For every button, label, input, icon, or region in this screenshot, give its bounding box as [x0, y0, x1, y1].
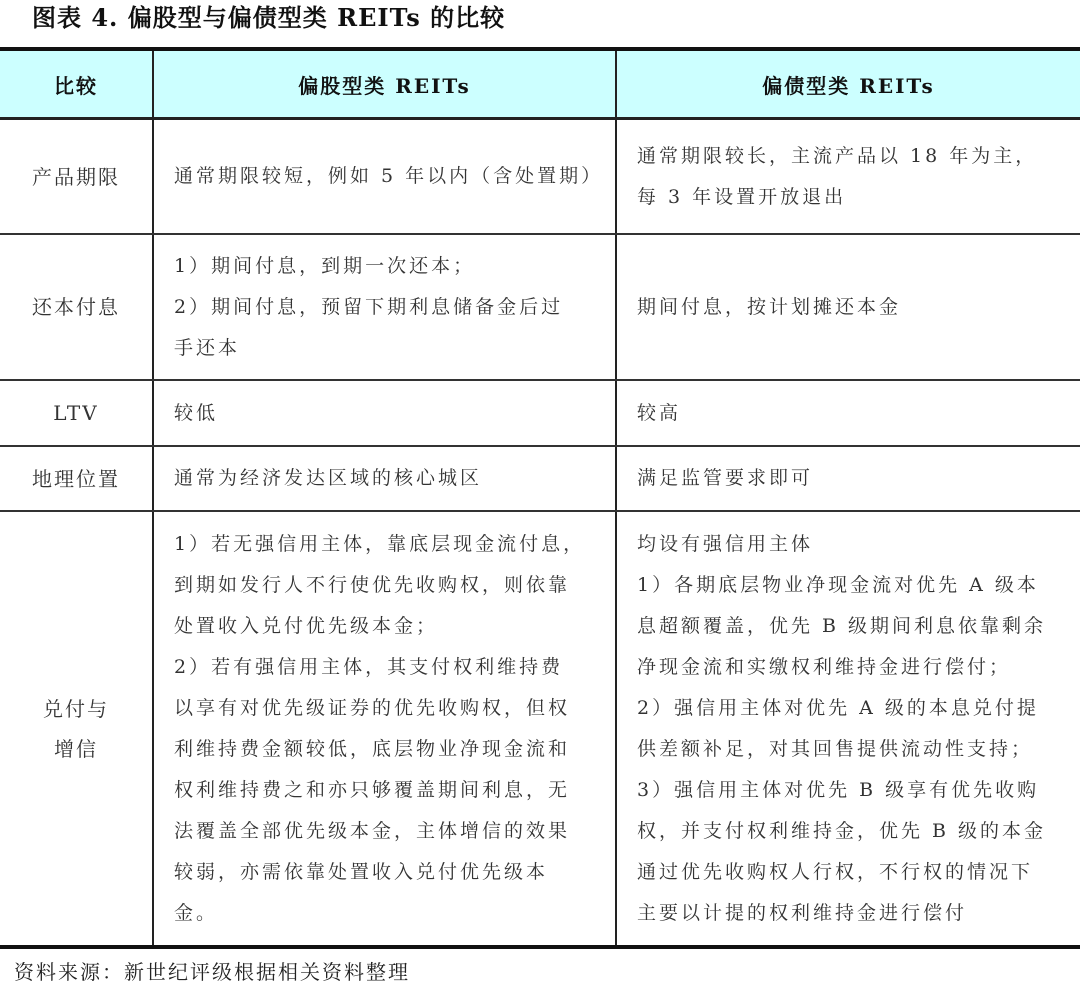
cell-line: 2）强信用主体对优先 A 级的本息兑付提: [637, 696, 1039, 719]
row-label-text: 增信: [54, 736, 98, 761]
source-note: 资料来源：新世纪评级根据相关资料整理: [14, 960, 410, 984]
equity-cell: [153, 234, 616, 380]
cell-line: 利维持费金额较低，底层物业净现金流和: [174, 737, 571, 760]
header-debt-reits: 偏债型类 REITs: [616, 49, 1080, 119]
row-label: [0, 119, 153, 235]
cell-line: 供差额补足，对其回售提供流动性支持；: [637, 737, 1034, 760]
debt-cell: [616, 234, 1080, 380]
cell-line: 满足监管要求即可: [637, 467, 814, 489]
table-header-row: [0, 49, 1080, 119]
comparison-table: [0, 47, 1080, 949]
cell-line: 以享有对优先级证券的优先收购权，但权: [174, 696, 571, 719]
cell-line: 金。: [174, 901, 219, 924]
row-label-text: 地理位置: [32, 466, 120, 491]
header-compare: 比较: [0, 49, 153, 119]
cell-line: 每 3 年设置开放退出: [637, 185, 847, 208]
debt-cell: [616, 380, 1080, 446]
cell-line: 期间付息，按计划摊还本金: [637, 295, 902, 318]
cell-line: 1）期间付息，到期一次还本；: [174, 254, 476, 277]
equity-cell: [153, 511, 616, 947]
cell-line: 3）强信用主体对优先 B 级享有优先收购: [637, 778, 1040, 801]
row-label-text: 还本付息: [32, 295, 120, 319]
cell-line: 法覆盖全部优先级本金，主体增信的效果: [174, 819, 571, 842]
equity-cell: [153, 119, 616, 235]
row-label: [0, 446, 153, 511]
cell-line: 到期如发行人不行使优先收购权，则依靠: [174, 573, 571, 596]
cell-line: 较高: [637, 401, 682, 424]
row-label-text: 兑付与: [43, 696, 109, 721]
cell-line: 均设有强信用主体: [637, 532, 814, 555]
debt-cell: [616, 446, 1080, 511]
equity-cell: [153, 380, 616, 446]
row-label: [0, 380, 153, 446]
cell-line: 手还本: [174, 336, 241, 359]
equity-cell: [153, 446, 616, 511]
table-row-ltv: [0, 380, 1080, 446]
table-row-payment-credit: [0, 511, 1080, 947]
cell-line: 通过优先收购权人行权，不行权的情况下: [637, 860, 1034, 883]
cell-line: 通常期限较短，例如 5 年以内（含处置期）: [174, 165, 604, 187]
row-label-text: LTV: [53, 401, 99, 425]
cell-line: 权，并支付权利维持金，优先 B 级的本金: [637, 819, 1047, 842]
row-label: [0, 511, 153, 947]
cell-line: 处置收入兑付优先级本金；: [174, 614, 439, 637]
table-row-location: [0, 446, 1080, 511]
cell-line: 1）各期底层物业净现金流对优先 A 级本: [637, 573, 1039, 596]
cell-line: 息超额覆盖，优先 B 级期间利息依靠剩余: [637, 614, 1047, 637]
cell-line: 净现金流和实缴权利维持金进行偿付；: [637, 655, 1012, 678]
cell-line: 2）若有强信用主体，其支付权利维持费: [174, 655, 564, 678]
figure-title: 图表 4. 偏股型与偏债型类 REITs 的比较: [32, 3, 506, 32]
table-row-repayment: [0, 234, 1080, 380]
cell-line: 较低: [174, 401, 219, 424]
cell-line: 权利维持费之和亦只够覆盖期间利息，无: [174, 778, 571, 801]
row-label: [0, 234, 153, 380]
debt-cell: [616, 119, 1080, 235]
table-row-product-term: [0, 119, 1080, 235]
row-label-text: 产品期限: [32, 164, 120, 189]
debt-cell: [616, 511, 1080, 947]
header-equity-reits: 偏股型类 REITs: [153, 49, 616, 119]
cell-line: 通常为经济发达区域的核心城区: [174, 467, 483, 489]
cell-line: 主要以计提的权利维持金进行偿付: [637, 901, 968, 924]
cell-line: 较弱，亦需依靠处置收入兑付优先级本: [174, 860, 549, 883]
cell-line: 通常期限较长，主流产品以 18 年为主，: [637, 144, 1038, 167]
cell-line: 1）若无强信用主体，靠底层现金流付息，: [174, 532, 586, 555]
cell-line: 2）期间付息，预留下期利息储备金后过: [174, 295, 564, 318]
